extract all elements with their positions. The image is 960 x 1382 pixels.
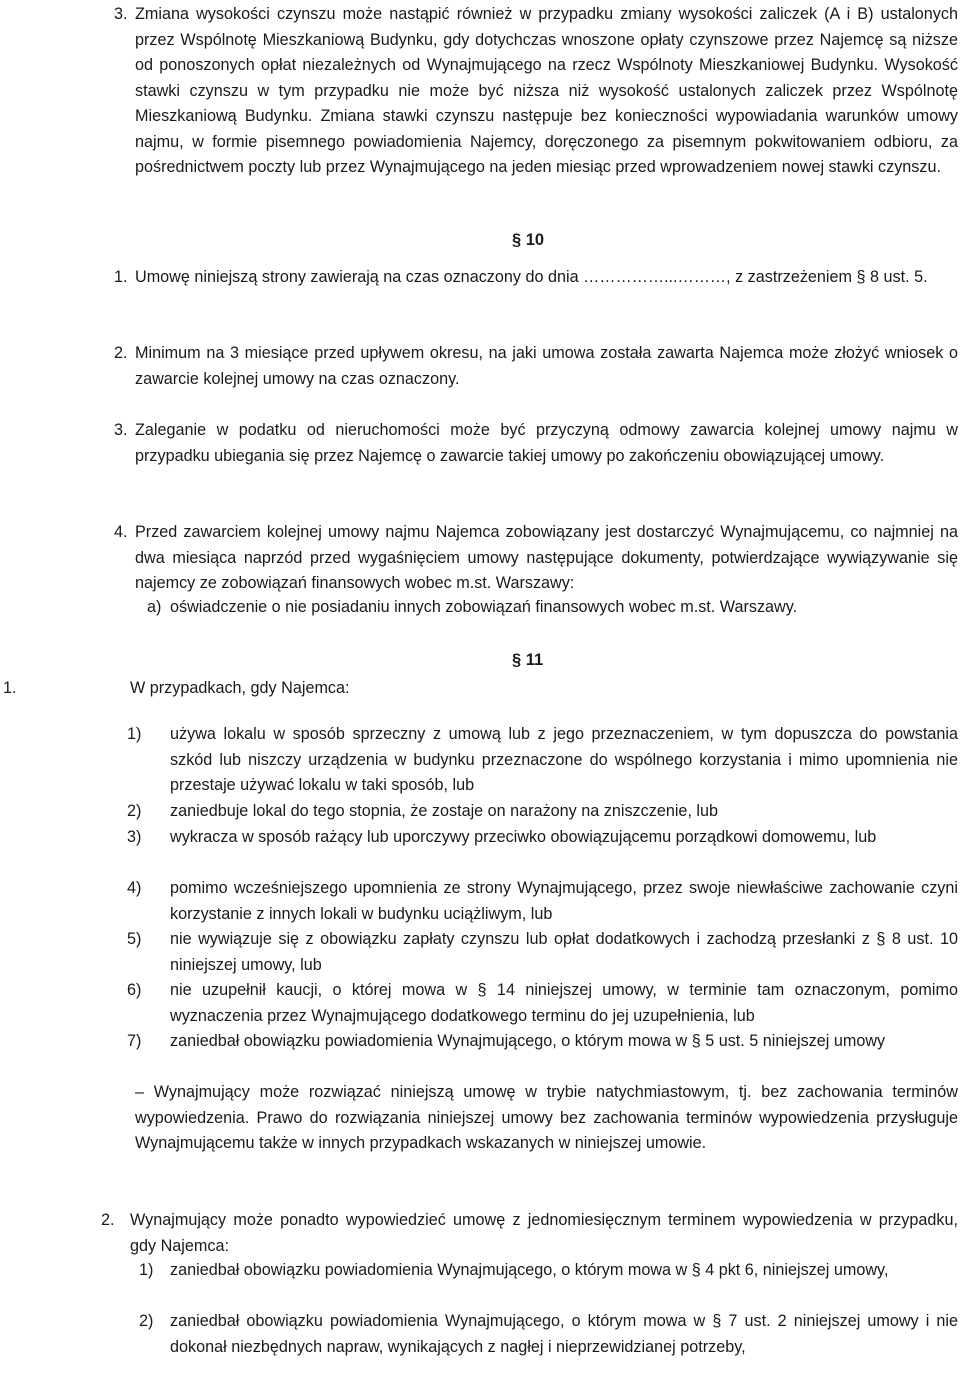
list-number: 4) (127, 879, 142, 897)
point-number: 3. (114, 5, 128, 23)
list-number: 1) (127, 725, 142, 743)
list-item: wykracza w sposób rażący lub uporczywy przeciwko obowiązującemu porządkowi domowemu, lub (170, 828, 877, 846)
list-number: 2) (139, 1312, 154, 1330)
paragraph-notice-termination: Wynajmujący może ponadto wypowiedzieć umowę z jednomiesięcznym terminem wypowiedzenia w przypadku, gdy Najemca: (130, 1211, 958, 1255)
point-number: 3. (114, 421, 128, 439)
section-heading-10: § 10 (512, 231, 545, 249)
list-item: zaniedbał obowiązku powiadomienia Wynajmującego, o którym mowa w § 4 pkt 6, niniejszej umowy, (170, 1261, 889, 1279)
list-number: 7) (127, 1032, 142, 1050)
point-number: 2. (101, 1211, 115, 1229)
list-item: nie wywiązuje się z obowiązku zapłaty czynszu lub opłat dodatkowych i zachodzą przesłanki z § 8 ust. 10 niniejszej umowy, lub (170, 930, 958, 974)
point-number: 1. (3, 679, 17, 697)
paragraph-immediate-termination: – Wynajmujący może rozwiązać niniejszą umowę w trybie natychmiastowym, tj. bez zachowania terminów wypowiedzenia. Prawo do rozwiązania niniejszej umowy bez zachowania terminów wypowiedzenia przysługuje Wynajmującemu także w innych przypadkach wskazanych w niniejszej umowie. (135, 1083, 958, 1152)
list-number: 3) (127, 828, 142, 846)
point-number: 2. (114, 344, 128, 362)
list-number: 5) (127, 930, 142, 948)
list-item: nie uzupełnił kaucji, o której mowa w § 14 niniejszej umowy, w terminie tam oznaczonym, pomimo wyznaczenia przez Wynajmującego dodatkowego terminu do jej uzupełnienia, lub (170, 981, 958, 1025)
list-item: zaniedbał obowiązku powiadomienia Wynajmującego, o którym mowa w § 5 ust. 5 niniejszej umowy (170, 1032, 886, 1050)
list-item: zaniedbuje lokal do tego stopnia, że zostaje on narażony na zniszczenie, lub (170, 802, 719, 820)
section-heading-11: § 11 (512, 651, 544, 669)
list-number: 2) (127, 802, 142, 820)
paragraph-lead-cases: W przypadkach, gdy Najemca: (130, 679, 350, 697)
paragraph-documents: Przed zawarciem kolejnej umowy najmu Najemca zobowiązany jest dostarczyć Wynajmującemu, co najmniej na dwa miesiąca naprzód przed wygaśnięciem umowy następujące dokumenty, potwierdzające wywiązywanie się najemcy ze zobowiązań finansowych wobec m.st. Warszawy: (135, 523, 958, 592)
list-item: używa lokalu w sposób sprzeczny z umową lub z jego przeznaczeniem, w tym dopuszcza do powstania szkód lub niszczy urządzenia w budynku przeznaczone do wspólnego korzystania i mimo upomnienia nie przestaje używać lokalu w taki sposób, lub (170, 725, 958, 794)
paragraph-rent-change: Zmiana wysokości czynszu może nastąpić również w przypadku zmiany wysokości zaliczek (A i B) ustalonych przez Wspólnotę Mieszkaniową Budynku, gdy dotychczas wnoszone opłaty czynszowe przez Najemcę są niższe od ponoszonych opłat niezależnych od Wynajmującego na rzecz Wspólnoty Mieszkaniowej Budynku. Wysokość stawki czynszu w tym przypadku nie może być niższa niż wysokość ustalonych zaliczek przez Wspólnotę Mieszkaniową Budynku. Zmiana stawki czynszu następuje bez konieczności wypowiadania warunków umowy najmu, w formie pisemnego powiadomienia Najemcy, doręczonego za pisemnym pokwitowaniem odbioru, za pośrednictwem poczty lub przez Wynajmującego na jeden miesiąc przed wprowadzeniem nowej stawki czynszu. (135, 5, 958, 176)
point-number: 1. (114, 268, 128, 286)
list-number: 6) (127, 981, 142, 999)
paragraph-term: Umowę niniejszą strony zawierają na czas oznaczony do dnia ……………...………, z zastrzeżeniem § 8 ust. 5. (135, 268, 928, 286)
paragraph-declaration: oświadczenie o nie posiadaniu innych zobowiązań finansowych wobec m.st. Warszawy. (170, 598, 798, 616)
paragraph-renewal-request: Minimum na 3 miesiące przed upływem okresu, na jaki umowa została zawarta Najemca może złożyć wniosek o zawarcie kolejnej umowy na czas oznaczony. (135, 344, 958, 388)
subpoint-letter: a) (147, 598, 162, 616)
point-number: 4. (114, 523, 128, 541)
list-item: pomimo wcześniejszego upomnienia ze strony Wynajmującego, przez swoje niewłaściwe zachowanie czyni korzystanie z innych lokali w budynku uciążliwym, lub (170, 879, 958, 923)
list-number: 1) (139, 1261, 154, 1279)
paragraph-property-tax: Zaleganie w podatku od nieruchomości może być przyczyną odmowy zawarcia kolejnej umowy najmu w przypadku ubiegania się przez Najemcę o zawarcie takiej umowy po zakończeniu obowiązującej umowy. (135, 421, 958, 465)
list-item: zaniedbał obowiązku powiadomienia Wynajmującego, o którym mowa w § 7 ust. 2 niniejszej umowy i nie dokonał niezbędnych napraw, wynikających z nagłej i nieprzewidzianej potrzeby, (170, 1312, 958, 1356)
